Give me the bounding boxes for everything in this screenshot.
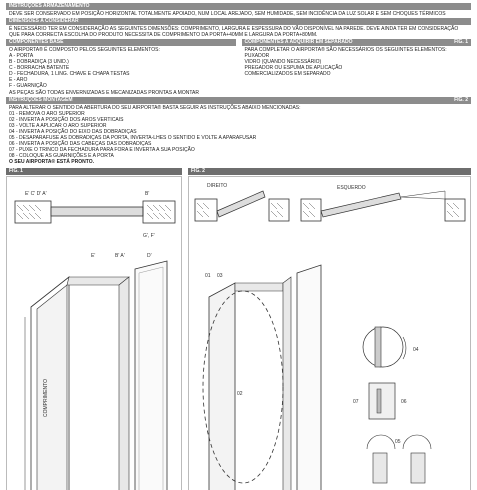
storage-title: INSTRUÇÕES ARMAZENAMENTO: [6, 3, 471, 10]
wall-b: [269, 199, 289, 221]
hinge-pin: [375, 327, 381, 367]
base-item: F - GUARNIÇÃO: [9, 83, 47, 89]
base-note: AS PEÇAS SÃO TODAS ENVERNIZADAS E MECANIZADAS PRONTAS A MONTAR: [9, 90, 199, 96]
extra-fig-ref: FIG. 1: [454, 39, 468, 45]
extra-components: [242, 39, 472, 90]
assembly-step: 01 - REMOVA O ARO SUPERIOR: [9, 111, 85, 117]
base-item: A - PORTA: [9, 53, 34, 59]
frame2-right: [283, 277, 291, 490]
fig2-label: FIG. 2: [188, 168, 471, 175]
wall-left-section: [15, 201, 51, 223]
wall-d: [445, 199, 465, 221]
extra-item: VIDRO (QUANDO NECESSÁRIO): [244, 59, 322, 65]
wall-b-hatch: [271, 203, 283, 217]
left-label: ESQUERDO: [337, 185, 366, 191]
wall-c-hatch: [303, 203, 315, 217]
step-03: 03: [217, 273, 223, 279]
fig2-drawing: [188, 176, 471, 490]
wall-left-hatch: [17, 205, 41, 219]
hinge-rotate-arrow: [403, 337, 406, 359]
door-swing-arc: [401, 191, 445, 199]
d-label: D': [147, 253, 152, 259]
components-row: [6, 39, 471, 90]
step-04: 04: [413, 347, 419, 353]
frame2-left: [209, 283, 235, 490]
hinge-detail-circle: [363, 327, 403, 367]
wall-a-hatch: [197, 203, 209, 217]
wall-right-hatch: [147, 205, 171, 219]
base-item: D - FECHADURA, 1 LING. CHAVE E CHAPA TESTAS: [9, 71, 130, 77]
wall-c: [301, 199, 321, 221]
frame-top: [67, 277, 129, 285]
extra-intro: PARA COMPLETAR O AIRPORTA® SÃO NECESSÁRIOS OS SEGUINTES ELEMENTOS:: [244, 47, 447, 53]
extra-list: [242, 46, 472, 78]
assembly-step: 02 - INVERTA A POSIÇÃO DOS AROS VERTICAIS: [9, 117, 124, 123]
ba-label: B' A': [115, 253, 125, 259]
assembly-intro: PARA ALTERAR O SENTIDO DA ABERTURA DO SEU AIRPORTA® BASTA SEGUIR AS INSTRUÇÕES ABAIXO MENCIONADAS:: [9, 105, 301, 111]
assembly-step: 05 - DESAPARAFUSE AS DOBRADIÇAS DA PORTA, INVERTA-LHES O SENTIDO E VOLTE A APARAFUSAR: [9, 135, 257, 141]
base-title: COMPONENTES BASE: [6, 39, 236, 46]
storage-text: DEVE SER CONSERVADO EM POSIÇÃO HORIZONTAL TOTALMENTE APOIADO, NUM LOCAL AREJADO, SEM HUMIDADE, SEM INCIDÊNCIA DA LUZ SOLAR E SEM CHOQUES TÉRMICOS: [9, 11, 446, 17]
base-list: [6, 46, 236, 90]
base-item: C - BORRACHA BATENTE: [9, 65, 70, 71]
wall-d-hatch: [447, 203, 459, 217]
assembly-title: INSTRUÇÕES MONTAGEM: [9, 97, 73, 103]
dimensions-text: É NECESSÁRIO TER EM CONSIDERAÇÃO AS SEGUINTES DIMENSÕES: COMPRIMENTO, LARGURA E ESPESSURA DO VÃO DISPONÍVEL NA PAREDE. DEVE AINDA TER EM CONSIDERAÇÃO QUE PARA CORRECTA ESCOLHA DO PRODUTO NECESSITA DE COMPRIMENTO DA PORTA+40MM E LARGURA DA PORTA+80MM.: [9, 26, 459, 38]
assembly-step: 07 - PUXE O TRINCO DA FECHADURA PARA FORA E INVERTA A SUA POSIÇÃO: [9, 147, 195, 153]
frame2-top: [235, 283, 283, 291]
lock-plate: [369, 383, 395, 419]
fig1-svg: [7, 177, 181, 490]
wall-a: [195, 199, 217, 221]
length-label: COMPRIMENTO: [43, 379, 49, 417]
wall-right-section: [143, 201, 175, 223]
right-label: DIREITO: [207, 183, 228, 189]
gf-label: G', F': [143, 233, 155, 239]
screw-arrow-left: [367, 435, 395, 449]
door2-leaf: [297, 265, 321, 490]
base-item: E - ARO: [9, 77, 28, 83]
assembly-title-bar: [6, 97, 471, 104]
door-right-swing: [217, 191, 265, 217]
extra-item: PUXADOR: [244, 53, 270, 59]
extra-item: COMERCIALIZADOS EM SEPARADO: [244, 71, 331, 77]
assembly-fig-ref: FIG. 2: [454, 97, 468, 103]
b-top: B': [145, 191, 150, 197]
extra-title-bar: [242, 39, 472, 46]
hinge-b: [411, 453, 425, 483]
step-02: 02: [237, 391, 243, 397]
base-intro: O AIRPORTA® É COMPOSTO PELOS SEGUINTES ELEMENTOS:: [9, 47, 160, 53]
base-components: [6, 39, 236, 90]
fig2-svg: [189, 177, 471, 490]
assembly-step: 04 - INVERTA A POSIÇÃO DO EIXO DAS DOBRADIÇAS: [9, 129, 137, 135]
figures: [6, 176, 471, 490]
screw-arrow-right: [403, 435, 431, 449]
fig1-drawing: [6, 176, 182, 490]
dimensions-title: DIMENSÕES A CONSIDERAR: [6, 18, 471, 25]
extra-item: PREGADOR OU ESPUMA DE APLICAÇÃO: [244, 65, 343, 71]
frame-left-inner: [37, 285, 67, 490]
door-leaf: [135, 261, 167, 490]
figure-labels: [6, 168, 471, 175]
step-06: 06: [401, 399, 407, 405]
fig1-label: FIG. 1: [6, 168, 182, 175]
extra-title: COMPONENTES A ADQUIRIR EM SEPARADO: [244, 39, 353, 45]
door-left-swing: [321, 193, 401, 217]
step-07: 07: [353, 399, 359, 405]
e-label: E': [91, 253, 96, 259]
door-section: [51, 207, 143, 216]
assembly-step: 08 - COLOQUE AS GUARNIÇÕES E A PORTA: [9, 153, 114, 159]
step-05: 05: [395, 439, 401, 445]
hinge-a: [373, 453, 387, 483]
assembly-steps: [6, 104, 471, 166]
assembly-step: 06 - INVERTA A POSIÇÃO DAS CABEÇAS DAS DOBRADIÇAS: [9, 141, 152, 147]
top-letters: E' C' D' A': [25, 191, 47, 197]
frame-right: [119, 277, 129, 490]
assembly-done: O SEU AIRPORTA® ESTÁ PRONTO.: [9, 159, 94, 165]
step-01: 01: [205, 273, 211, 279]
lock-latch: [377, 389, 381, 413]
assembly-step: 03 - VOLTE A APLICAR O ARO SUPERIOR: [9, 123, 107, 129]
base-item: B - DOBRADIÇA (3 UNID.): [9, 59, 69, 65]
